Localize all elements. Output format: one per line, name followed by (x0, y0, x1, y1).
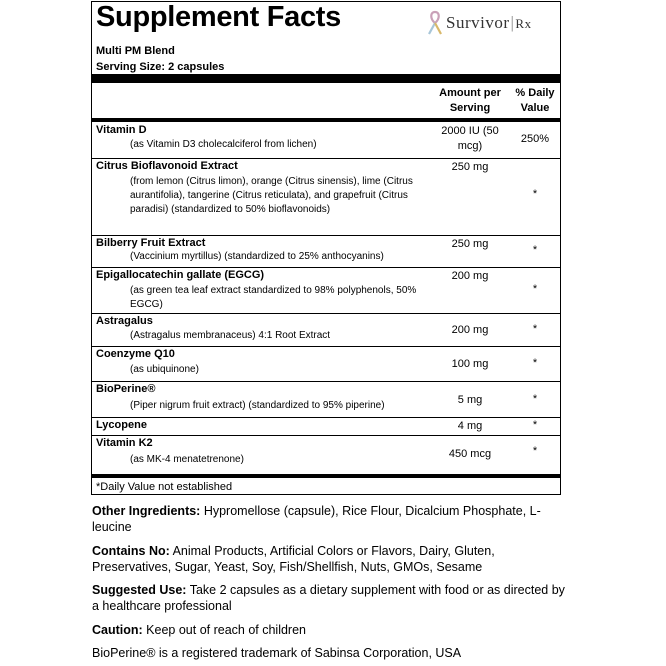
nutrient-row-lycopene (92, 417, 560, 436)
nutrient-dv: * (532, 244, 538, 256)
nutrient-row-egcg (92, 267, 560, 314)
nutrient-amount: 250 mg (451, 238, 489, 250)
other-ingredients (92, 503, 567, 535)
nutrient-amount: 4 mg (457, 420, 483, 432)
nutrient-amount: 100 mg (451, 358, 489, 370)
footnote-bar (92, 474, 560, 493)
nutrient-row-citrus (92, 158, 560, 236)
product-name: Multi PM Blend (96, 45, 175, 57)
nutrient-desc: (as ubiquinone) (130, 364, 199, 375)
nutrient-row-vitamin-k2 (92, 435, 560, 474)
nutrient-name: Bilberry Fruit Extract (96, 237, 206, 249)
nutrient-dv: 250% (520, 133, 550, 145)
nutrient-name: Lycopene (96, 419, 147, 431)
nutrient-dv: * (532, 445, 538, 457)
suggested-use-text: Take 2 capsules as a dietary supplement with food or as directed by a healthcare professional (92, 583, 565, 613)
nutrient-name: BioPerine® (96, 383, 156, 395)
suggested-use-label: Suggested Use: (92, 583, 187, 597)
nutrient-desc: (Astragalus membranaceus) 4:1 Root Extract (130, 330, 331, 341)
nutrient-name: Coenzyme Q10 (96, 348, 175, 360)
nutrient-name: Epigallocatechin gallate (EGCG) (96, 269, 265, 281)
nutrient-amount: 250 mg (451, 161, 489, 173)
nutrient-desc: (as Vitamin D3 cholecalciferol from lichen) (130, 139, 317, 150)
nutrient-name: Vitamin D (96, 124, 147, 136)
nutrient-dv: * (532, 393, 538, 405)
other-ingredients-text: Hypromellose (capsule), Rice Flour, Dicalcium Phosphate, L-leucine (92, 504, 541, 534)
nutrient-row-bioperine (92, 381, 560, 418)
other-ingredients-label: Other Ingredients: (92, 504, 201, 518)
nutrient-row-bilberry (92, 235, 560, 268)
caution-label: Caution: (92, 623, 143, 637)
nutrient-row-astragalus (92, 313, 560, 347)
caution (92, 622, 567, 638)
nutrient-row-coq10 (92, 346, 560, 382)
nutrient-amount: 200 mg (451, 324, 489, 336)
nutrient-desc: (as green tea leaf extract standardized to 98% polyphenols, 50% EGCG) (130, 285, 417, 310)
nutrient-name: Citrus Bioflavonoid Extract (96, 160, 238, 172)
footnote: *Daily Value not established (96, 481, 233, 493)
nutrient-amount: 200 mg (451, 270, 489, 282)
nutrient-amount: 450 mcg (448, 448, 492, 460)
nutrient-dv: * (532, 188, 538, 200)
nutrient-amount: 2000 IU (50 mcg) (441, 125, 499, 152)
nutrient-desc: (Piper nigrum fruit extract) (standardized to 95% piperine) (130, 400, 385, 411)
serving-size: Serving Size: 2 capsules (96, 61, 225, 73)
nutrient-desc: (Vaccinium myrtillus) (standardized to 25% anthocyanins) (130, 251, 384, 262)
trademark-note: BioPerine® is a registered trademark of Sabinsa Corporation, USA (92, 646, 462, 660)
nutrient-name: Vitamin K2 (96, 437, 153, 449)
daily-value-header: % Daily Value (515, 87, 555, 114)
nutrient-desc: (from lemon (Citrus limon), orange (Citrus sinensis), lime (Citrus aurantifolia), tangerine (Citrus reticulata), and grapefruit (Citrus paradisi) (standardized to 50% bioflavonoids) (130, 176, 413, 215)
contains-no (92, 543, 567, 575)
supplement-facts-panel (91, 1, 561, 495)
thick-divider (92, 74, 560, 83)
nutrient-dv: * (532, 419, 538, 431)
nutrient-dv: * (532, 357, 538, 369)
caution-text: Keep out of reach of children (146, 623, 306, 637)
nutrient-dv: * (532, 283, 538, 295)
survivor-rx-logo (427, 10, 532, 36)
awareness-ribbon-icon (427, 10, 443, 36)
suggested-use (92, 582, 567, 614)
nutrient-name: Astragalus (96, 315, 153, 327)
contains-no-label: Contains No: (92, 544, 170, 558)
nutrient-row-vitamin-d (92, 122, 560, 159)
contains-no-text: Animal Products, Artificial Colors or Flavors, Dairy, Gluten, Preservatives, Sugar, Yeast, Soy, Fish/Shellfish, Nuts, GMOs, Sesame (92, 544, 495, 574)
amount-per-serving-header: Amount per Serving (439, 87, 501, 114)
logo-text: Survivor|Rx (446, 13, 532, 32)
panel-title: Supplement Facts (96, 1, 341, 33)
nutrient-desc: (as MK-4 menatetrenone) (130, 454, 244, 465)
nutrient-amount: 5 mg (457, 394, 483, 406)
nutrient-dv: * (532, 323, 538, 335)
